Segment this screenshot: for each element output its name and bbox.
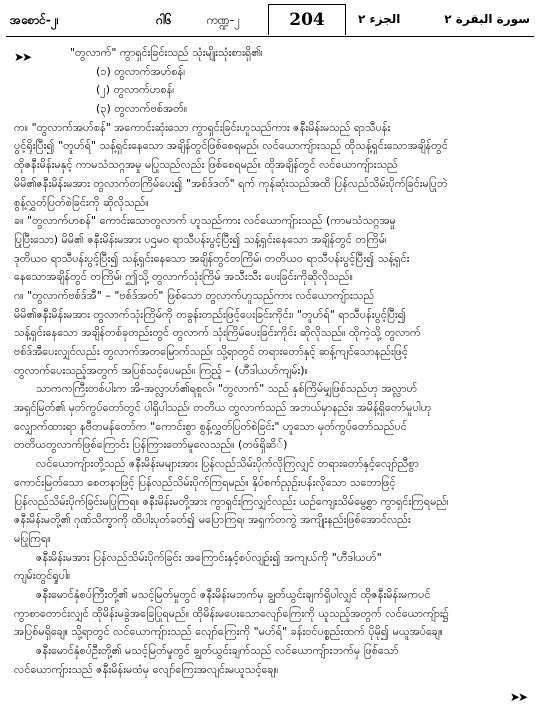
text-line: ကောင်းမြတ်သော စေတနာဖြင့် ပြန်လည်သိမ်းပိုက်ကြရမည်။ နှိပ်စက်ညှဉ်းပန်းလိုသော သဘောဖြင့် bbox=[14, 475, 396, 489]
section-end-marker: ➤➤ bbox=[509, 690, 526, 704]
header-surah: سورة البقرة ٢ bbox=[444, 12, 530, 26]
text-line: မိမိ၏ဇနီးမိန်းမအား တွလာက်သုံးကြိမ်ကို တခွန်းတည်းဖြင့်ပေးခြင်းကိုင်း၊ "တူဟ်ရ်" ရာသီပန်းပွင့်ပြီး၍ bbox=[14, 307, 407, 321]
text-body bbox=[14, 44, 526, 679]
header-volume: အစောင်-၂၊ bbox=[10, 13, 59, 27]
text-line: လင်ယောကျ်ားတို့သည် ဇနီးမိန်းမများအား ပြန်လည်သိမ်းပိုက်လိုကြလျှင် တရားတော်နှင့်လျော်ညီစွာ bbox=[36, 457, 419, 471]
text-line: နေသောအချိန်တွင် တကြိမ်၊ ဤသို့ တွလာက်သုံးကြိမ် အသီးသီး ပေးခြင်းကိုဆိုလိုသည်။ bbox=[14, 270, 353, 284]
text-line: သန့်ရှင်းနေသော အချိန်တစ်ခုတည်းတွင် တွလာက် သုံးကြိမ်ပေးခြင်းကိုင်း ဆိုလိုသည်။ ထိုကဲ့သို့ တွလာက် bbox=[14, 326, 421, 340]
header-para: ကဏ္ဍ-၂ bbox=[206, 13, 241, 27]
text-line: အပြစ်မရှိချေ။ သို့ရာတွင် လင်ယောကျ်ားသည် လျော်ကြေးကို "မဟ်ရ်" ခန်းဝင်ပစ္စည်းထက် ပိုမို၍ မယူအပ်ချေ။ bbox=[14, 625, 443, 639]
text-line: စွန့်လွှတ်ပြတ်စဲခြင်းကို ဆိုလိုသည်။ bbox=[14, 195, 149, 209]
text-line: ကျမ်းတွင်ရှုပါ။ bbox=[14, 569, 71, 583]
text-line: လင်ယောကျ်ားသည် ဇနီးမိန်းမထံမှ လျော်ကြေးအလျင်းမယူသင့်ချေ။ bbox=[14, 662, 279, 676]
text-line: ထိုဇနီးမိန်းမနှင့် ကာမသံသဂ္ဂအမှု မပြုသည်လည်း ဖြစ်စေရမည်။ ထိုအချိန်တွင် လင်ယောကျ်ားသည် bbox=[14, 158, 398, 172]
text-line: ဇနီးမောင်နှံစပ်ကြီးတို့၏ မသင့်မြတ်မှုတွင် ဇနီးမိန်းမဘက်မှ ချွတ်ယွင်းချက်ရှိပါလျှင် ထိုဇနီးမိန်းမကပင် bbox=[36, 587, 431, 601]
text-line: ပြန်လည်သိမ်းပိုက်ခြင်းမပြုကြရ။ ဇနီးမိန်းမတို့အား ကွာရှင်းကြလျှင်လည်း ယဉ်ကျေးသိမ်မွေ့စွာ ကွာရှင်းကြရမည်၊ bbox=[14, 494, 449, 508]
text-line: က။ "တွလာက်အဟ်စန်" အကောင်းဆုံးသော ကွာရှင်းခြင်းဟူသည်ကား ဇနီးမိန်းမသည် ရာသီပန်း bbox=[14, 120, 391, 134]
text-line: အရှင်မြတ်၏ မှတ်ကွပ်တော်တွင် ပါရှိပါသည်၊ တတိယ တွလာက်သည် အဘယ်မှာနည်း၊ အမိန့်ရှိတော်မူပါဟု bbox=[14, 401, 432, 415]
text-line: (၃) တွလာက်ဗစ်အတ်။ bbox=[96, 102, 188, 116]
header-folio: ဂါ၆ bbox=[156, 13, 172, 27]
text-line: (၁) တွလာက်အဟ်စန်၊ bbox=[96, 64, 186, 78]
text-line: ခ။ "တွလာက်ဟစန်" ကောင်းသောတွလာက် ဟူသည်ကား လင်ယောကျ်ားသည် (ကာမသံသဂ္ဂအမှု bbox=[14, 214, 396, 228]
text-line: ပွင့်ရိုးပြီး၍ "တူဟ်ရ်" သန့်ရှင်းနေသော အချိန်တွင်ဖြစ်စေရမည်၊ လင်ယောကျ်ားသည် ထိုသန့်ရှင်းသောအချိန်တွင် bbox=[14, 139, 448, 153]
text-line: "တွလာက်" ကွာရှင်းခြင်းသည် သုံးမျိုးသုံးစားရှိ၏၊ bbox=[70, 46, 263, 59]
text-line: ကွာစာတောင်းလျှင် ထိုမိန်းမခွဲအခြေပြုရမည်။ ထိုမိန်းမပေးသောလျော်ကြေးကို ယူသည့်အတွက် လင်ယောကျ်ား၌ bbox=[14, 606, 449, 620]
text-line: သာကကကြီးတစ်ပါးက အိ-အလ္လာဟ်၏ရစူလ်၊ "တွလာက်" သည် နှစ်ကြိမ်မျှဖြစ်သည်ဟု အလ္လာဟ် bbox=[36, 382, 418, 396]
text-line: တွလာက်ပေးသည့်အတွက် အပြစ်သင့်ပေမည်။ ကြည့် – (ဟီဒါယဟ်ကျမ်း)။ bbox=[14, 363, 308, 377]
header-juz: الجزء ٢ bbox=[358, 12, 401, 26]
text-line: ဇနီးမောင်နှံစပ်ဦးတို့၏ မသင့်မြတ်မှုတွင် ချွတ်ယွင်းချက်သည် လင်ယောကျ်ားဘက်မှ ဖြစ်သော် bbox=[36, 644, 399, 657]
text-line: (၂) တွလာက်ဟစန်၊ bbox=[96, 83, 175, 97]
text-line: မိမိ၏ဇနီးမိန်းမအား တွလာက်တကြိမ်ပေး၍ "အစ်ဒ်ဒတ်" ရက် ကုန်ဆုံးသည်အထိ ပြန်လည်သိမ်းပိုက်ခြင်းမပြုဘဲ bbox=[14, 176, 448, 190]
text-line: လျှောက်ထားရာ နဗီတမန်တော်က "ကောင်းစွာ စွန့်လွှတ်ပြတ်စဲခြင်း" ဟူသော မှတ်ကွပ်တော်သည်ပင် bbox=[14, 419, 407, 433]
text-line: ဇနီးမိန်းမတို့၏ ဂုဏ်သိက္ခာကို ထိပါးပုတ်ခတ်၍ မပြောကြရ၊ အရှက်တကွဲ အကျိုးနည်းဖြစ်အောင်လည်း bbox=[14, 513, 411, 527]
text-line: မပြုကြရ။ bbox=[14, 531, 51, 545]
text-line: ဗစ်ဒ်အီပေးလျှင်လည်း တွလာက်အတမြောက်သည်၊ သို့ရာတွင် တရားတော်နှင့် ဆန့်ကျင်သောနည်းဖြင့် bbox=[14, 345, 408, 358]
page-number: 204 bbox=[268, 4, 346, 35]
text-line: တတိယတွလာက်ဖြစ်ကြောင်း ပြန်ကြားတော်မူလေသည်။ (တဖ်ရှိဆိ်) bbox=[14, 438, 288, 452]
running-header bbox=[6, 4, 534, 37]
section-start-marker: ➤➤ bbox=[14, 50, 31, 64]
text-line: ဂ။ "တွလာက်ဗစ်ဒ်အီ" – "ဗစ်ဒ်အတ်" ဖြစ်သော တွလာက်ဟူသည်ကား လင်ယောကျ်ားသည် bbox=[14, 288, 375, 302]
text-line: ဒုတိယဝ ရာသီပန်းပွင့်ပြီး၍ သန့်ရှင်းနေသော အချိန်တွင်တကြိမ်၊ တတိယဝ ရာသီပန်းပွင့်ပြီး၍ သန့်ရှင်း bbox=[14, 251, 410, 265]
text-line: ပြုပြီးသော) မိမိ၏ ဇနီးမိန်းမအား ပဌမဝ ရာသီပန်းပွင့်ပြီး၍ သန့်ရှင်းနေသော အချိန်တွင် တကြိမ်၊ bbox=[14, 232, 387, 246]
text-line: ဇနီးမိန်းမအား ပြန်လည်သိမ်းပိုက်ခြင်း အကြောင်းနှင့်စပ်လျဉ်း၍ အကျယ်ကို "ဟီဒါယဟ်" bbox=[36, 550, 382, 564]
